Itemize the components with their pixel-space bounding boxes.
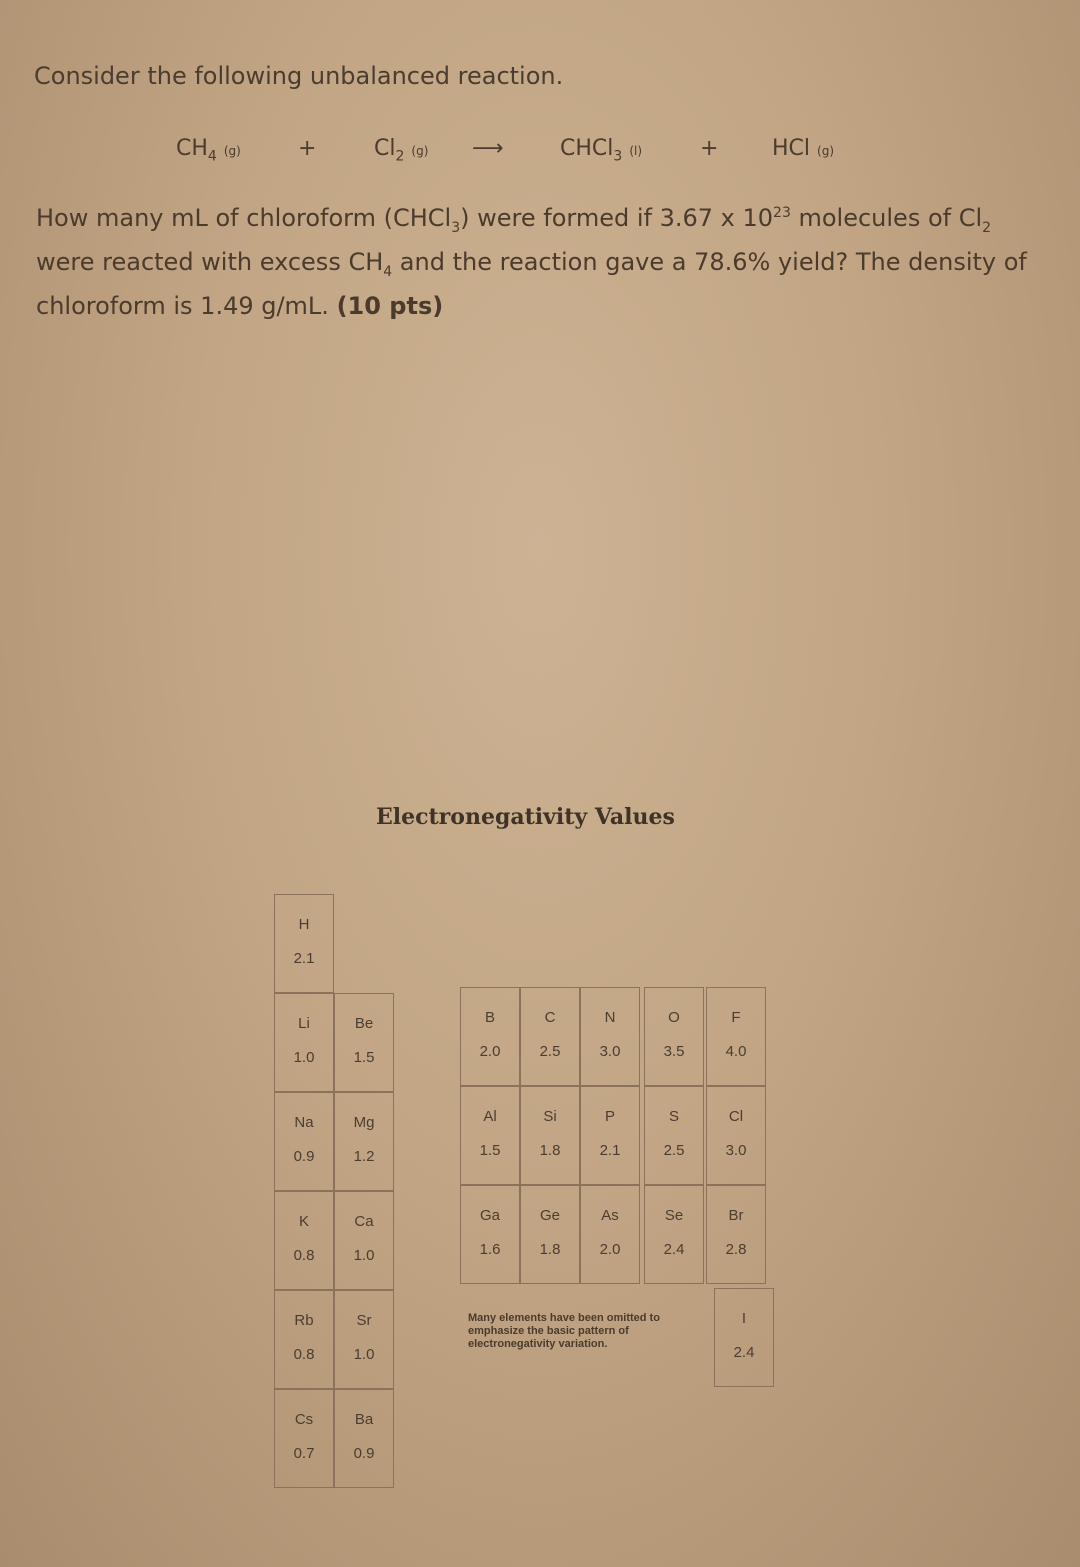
element-cell: I 2.4 <box>714 1288 774 1387</box>
reactant-cl2: $Cl_2$ (g) <box>374 136 429 165</box>
omission-note: Many elements have been omitted to emphasize the basic pattern of electronegativity variation. <box>468 1312 660 1350</box>
element-cell: Ca 1.0 <box>334 1191 394 1290</box>
element-cell: Ba 0.9 <box>334 1389 394 1488</box>
product-hcl: HCl (g) <box>772 136 835 161</box>
element-cell: Ge 1.8 <box>520 1185 580 1284</box>
element-cell: O 3.5 <box>644 987 704 1086</box>
element-cell: N 3.0 <box>580 987 640 1086</box>
element-cell: H 2.1 <box>274 894 334 993</box>
element-cell: C 2.5 <box>520 987 580 1086</box>
reactant-ch4: $CH_4$ (g) <box>176 136 241 165</box>
electronegativity-title: Electronegativity Values <box>376 804 675 830</box>
element-cell: As 2.0 <box>580 1185 640 1284</box>
element-cell: P 2.1 <box>580 1086 640 1185</box>
element-cell: Si 1.8 <box>520 1086 580 1185</box>
element-cell: S 2.5 <box>644 1086 704 1185</box>
element-cell: Rb 0.8 <box>274 1290 334 1389</box>
element-cell: K 0.8 <box>274 1191 334 1290</box>
element-cell: Al 1.5 <box>460 1086 520 1185</box>
element-cell: Be 1.5 <box>334 993 394 1092</box>
plus-sign: + <box>298 136 317 161</box>
intro-text: Consider the following unbalanced reaction. <box>34 62 564 90</box>
element-cell: Cs 0.7 <box>274 1389 334 1488</box>
element-cell: Mg 1.2 <box>334 1092 394 1191</box>
element-cell: Br 2.8 <box>706 1185 766 1284</box>
element-cell: Sr 1.0 <box>334 1290 394 1389</box>
question-text: How many mL of chloroform (CHCl$_3$) were formed if 3.67 x $10^{23}$ molecules of $Cl_2$ were reacted with excess $CH_4$ and the reaction gave a 78.6% yield? The density of chloroform is 1.49 g/mL. (10 pts) <box>36 204 1027 320</box>
element-cell: B 2.0 <box>460 987 520 1086</box>
plus-sign: + <box>700 136 719 161</box>
element-cell: Na 0.9 <box>274 1092 334 1191</box>
product-chcl3: CHCl$_3$ (l) <box>560 136 643 165</box>
element-cell: Li 1.0 <box>274 993 334 1092</box>
element-cell: Se 2.4 <box>644 1185 704 1284</box>
element-cell: Ga 1.6 <box>460 1185 520 1284</box>
element-cell: Cl 3.0 <box>706 1086 766 1185</box>
element-cell: F 4.0 <box>706 987 766 1086</box>
reaction-arrow: ⟶ <box>472 136 504 161</box>
